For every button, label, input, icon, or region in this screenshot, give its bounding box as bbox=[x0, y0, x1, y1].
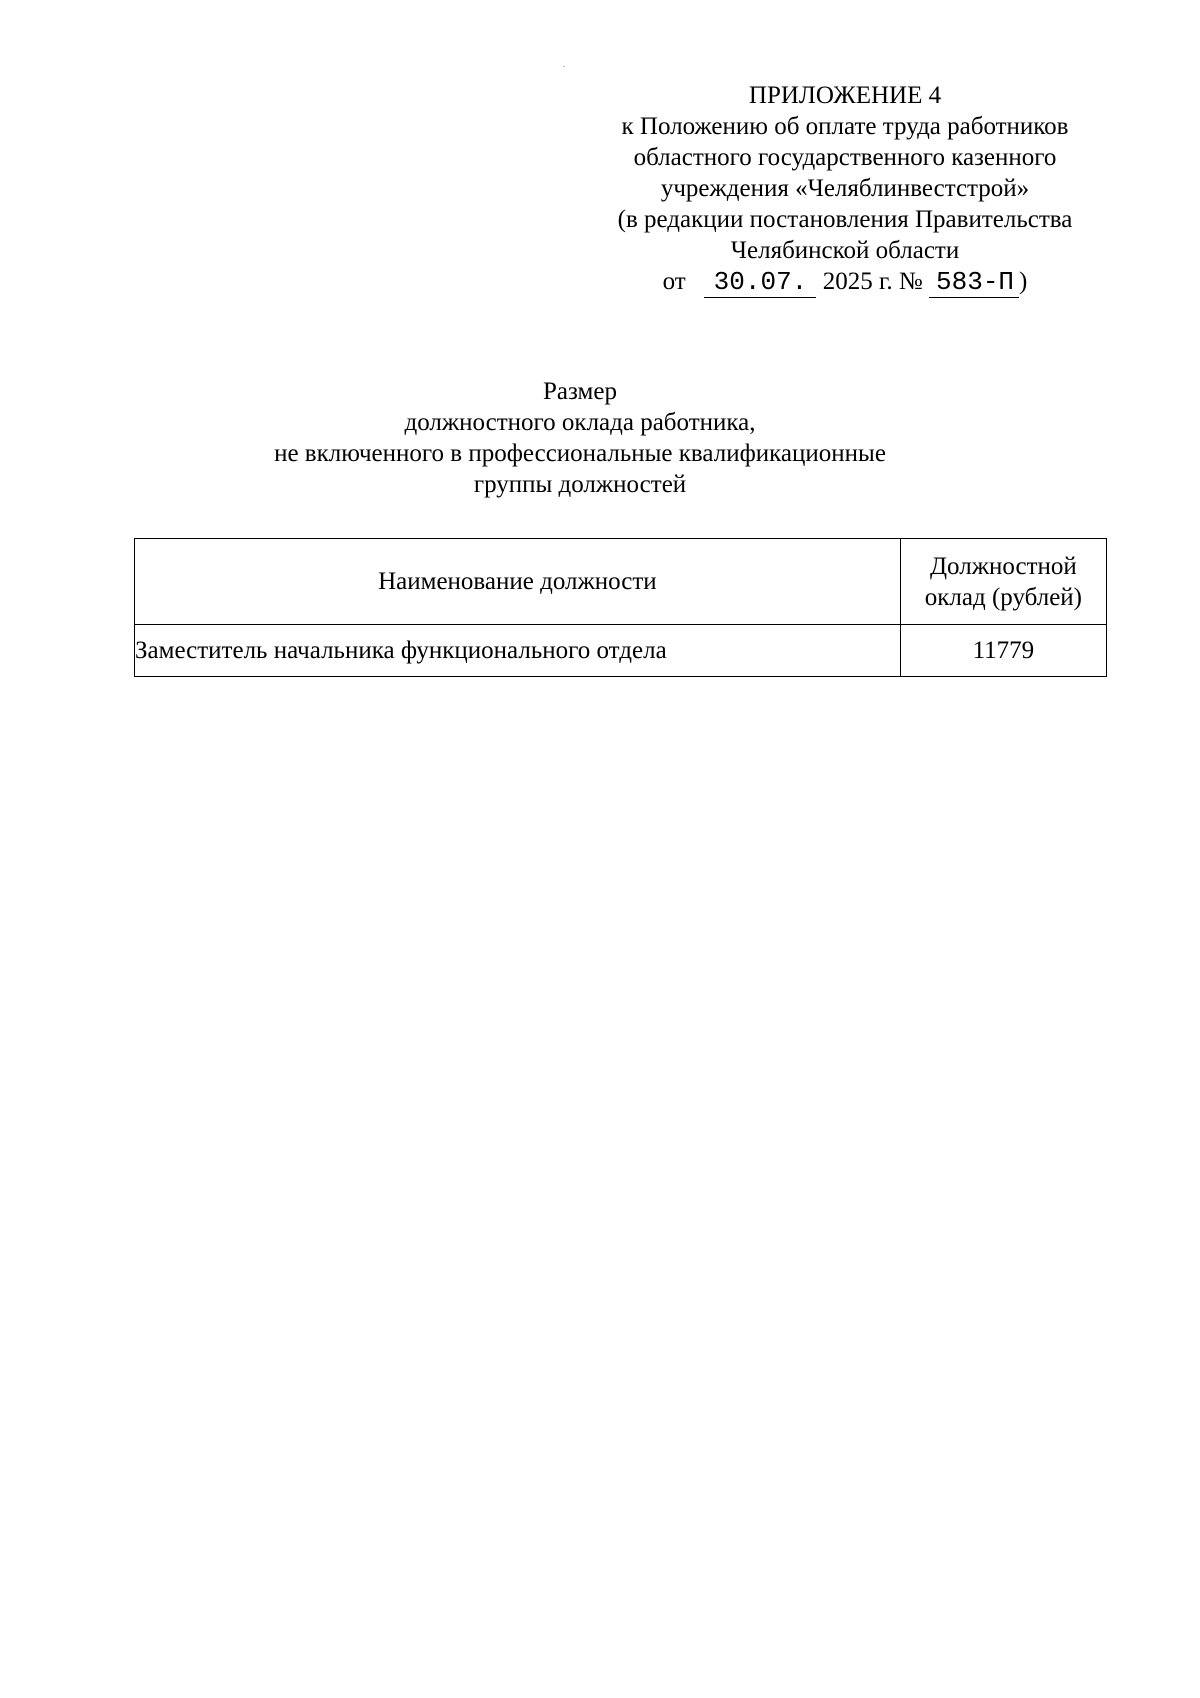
title-line-2: должностного оклада работника, bbox=[404, 409, 756, 436]
appendix-title: ПРИЛОЖЕНИЕ 4 bbox=[748, 82, 942, 109]
scan-artifact bbox=[563, 66, 565, 67]
appendix-line-4: (в редакции постановления Правительства bbox=[617, 206, 1073, 233]
appendix-header bbox=[560, 80, 1130, 298]
header-salary-line-2: оклад (рублей) bbox=[924, 583, 1082, 611]
title-line-4: группы должностей bbox=[473, 471, 687, 498]
appendix-line-3: учреждения «Челяблинвестстрой» bbox=[660, 175, 1030, 202]
salary-cell: 11779 bbox=[900, 625, 1106, 677]
closing-paren: ) bbox=[1019, 268, 1028, 295]
resolution-date-line bbox=[560, 266, 1130, 298]
table-header-row bbox=[135, 539, 1107, 625]
header-position-name: Наименование должности bbox=[135, 539, 901, 625]
title-line-1: Размер bbox=[543, 378, 617, 405]
header-salary bbox=[900, 539, 1106, 625]
date-value: 30.07. bbox=[704, 269, 816, 298]
appendix-line-5: Челябинской области bbox=[730, 237, 960, 264]
salary-table bbox=[134, 538, 1107, 677]
document-title bbox=[230, 376, 930, 500]
year-text: 2025 г. № bbox=[822, 268, 923, 295]
resolution-number: 583-П bbox=[929, 269, 1019, 298]
position-cell: Заместитель начальника функционального отдела bbox=[135, 625, 901, 677]
date-prefix: от bbox=[662, 268, 686, 295]
table-row bbox=[135, 625, 1107, 677]
appendix-line-1: к Положению об оплате труда работников bbox=[621, 113, 1069, 140]
header-salary-line-1: Должностной bbox=[930, 552, 1077, 580]
appendix-line-2: областного государственного казенного bbox=[633, 144, 1057, 171]
title-line-3: не включенного в профессиональные квалификационные bbox=[274, 440, 886, 467]
